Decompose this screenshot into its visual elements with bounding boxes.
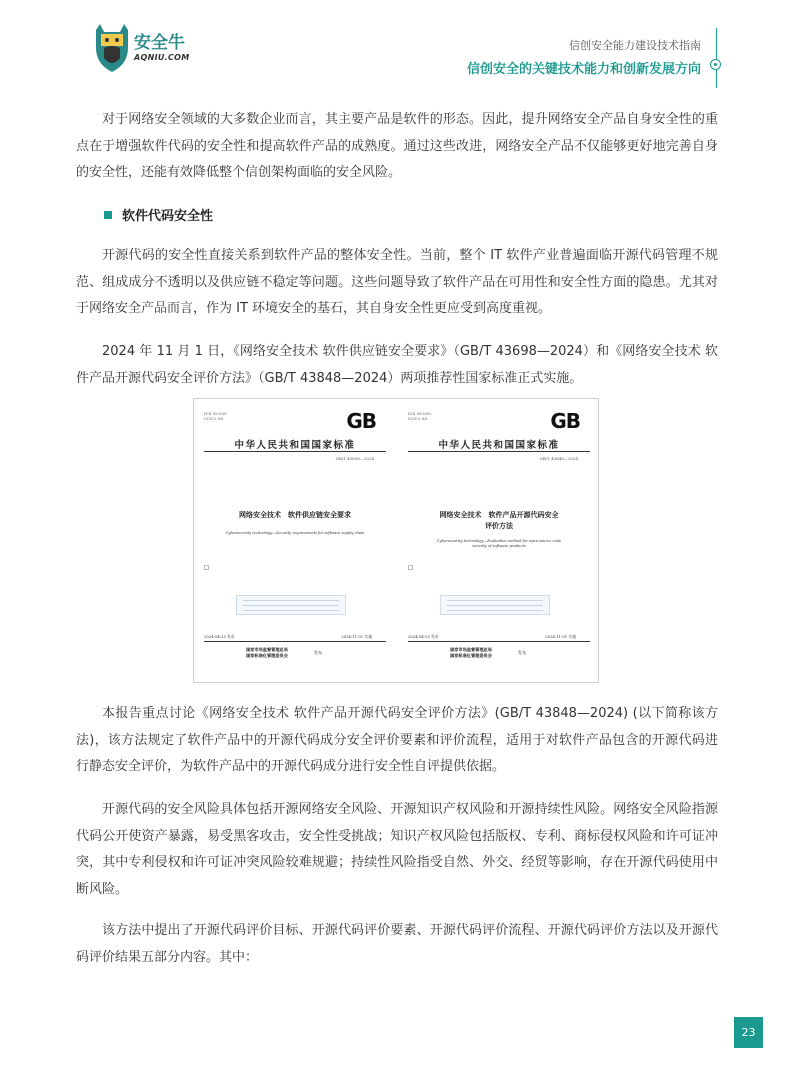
ics-code: ICS 35.030 CCS L 80 <box>204 411 227 421</box>
header-divider <box>716 28 717 88</box>
viking-helmet-shield-icon <box>92 22 132 74</box>
cover-rule-bottom <box>204 641 386 642</box>
watermark-stamp <box>236 595 346 615</box>
watermark-stamp <box>440 595 550 615</box>
cover-rule-bottom <box>408 641 590 642</box>
paragraph-risk-types: 开源代码的安全风险具体包括开源网络安全风险、开源知识产权风险和开源持续性风险。网络安全风险指源代码公开使资产暴露，易受黑客攻击，安全性受挑战；知识产权风险包括版权、专利、商标侵权风险和许可证冲突，其中专利侵权和许可证冲突风险较难规避；持续性风险指受自然、外交、经贸等影响，存在开源代码使用中断风险。 <box>76 802 718 897</box>
paragraph-standards-date: 2024 年 11 月 1 日，《网络安全技术 软件供应链安全要求》（GB/T 43698—2024）和《网络安全技术 软件产品开源代码安全评价方法》（GB/T 43848—2024）两项推荐性国家标准正式实施。 <box>76 344 718 386</box>
standard-number: GB/T 43698—2024 <box>335 456 374 461</box>
logo-subtext: AQNIU.COM <box>134 53 190 62</box>
standards-cover-figure <box>193 398 599 683</box>
issuer-tag: 发布 <box>518 650 526 655</box>
cover-mark <box>408 565 413 570</box>
issuer: 国家市场监督管理总局 国家标准化管理委员会 <box>450 647 492 658</box>
standard-cover-gbt-43848 <box>404 405 594 675</box>
header-dot-icon <box>710 59 721 70</box>
standard-number: GB/T 43848—2024 <box>539 456 578 461</box>
cover-rule <box>408 451 590 452</box>
paragraph-open-source-security: 开源代码的安全性直接关系到软件产品的整体安全性。当前，整个 IT 软件产业普遍面临开源代码管理不规范、组成成分不透明以及供应链不稳定等问题。这些问题导致了软件产品在可用性和安全性方面的隐患。尤其对于网络安全产品而言，作为 IT 环境安全的基石，其自身安全性更应受到高度重视。 <box>76 248 718 316</box>
country-standard-title: 中华人民共和国国家标准 <box>234 440 356 451</box>
square-bullet-icon <box>104 211 112 219</box>
gb-logo: GB <box>550 409 580 433</box>
cover-rule <box>204 451 386 452</box>
country-standard-title: 中华人民共和国国家标准 <box>438 440 560 451</box>
paragraph-method-content: 该方法中提出了开源代码评价目标、开源代码评价要素、开源代码评价流程、开源代码评价方法以及开源代码评价结果五部分内容。其中： <box>76 923 718 965</box>
intro-paragraph: 对于网络安全领域的大多数企业而言，其主要产品是软件的形态。因此，提升网络安全产品自身安全性的重点在于增强软件代码的安全性和提高软件产品的成熟度。通过这些改进，网络安全产品不仅能够更好地完善自身的安全性，还能有效降低整个信创架构面临的安全风险。 <box>76 112 718 180</box>
logo-text: 安全牛 <box>134 33 185 53</box>
gb-logo: GB <box>346 409 376 433</box>
standard-title-en: Cybersecurity technology—Evaluation method for open source code security of software products <box>436 539 562 548</box>
ics-code: ICS 35.030 CCS L 80 <box>408 411 431 421</box>
cover-mark <box>204 565 209 570</box>
page-number: 23 <box>734 1017 763 1048</box>
logo <box>92 22 212 74</box>
standard-cover-gbt-43698 <box>200 405 390 675</box>
cover-dates: 2024-04-25 发布 2024-11-01 实施 <box>408 634 576 639</box>
standard-title: 网络安全技术 软件产品开源代码安全 评价方法 <box>439 510 559 530</box>
section-heading-text: 软件代码安全性 <box>122 209 214 224</box>
cover-dates: 2024-04-25 发布 2024-11-01 实施 <box>204 634 372 639</box>
chapter-title: 信创安全的关键技术能力和创新发展方向 <box>466 62 701 77</box>
paragraph-method-scope: 本报告重点讨论《网络安全技术 软件产品开源代码安全评价方法》(GB/T 43848—2024) (以下简称该方法)，该方法规定了软件产品中的开源代码成分安全评价要素和评价流程，适用于对软件产品包含的开源代码进行静态安全评价，为软件产品中的开源代码成分进行安全性自评提供依据。 <box>76 706 718 774</box>
standard-title: 网络安全技术 软件供应链安全要求 <box>239 510 351 519</box>
issuer: 国家市场监督管理总局 国家标准化管理委员会 <box>246 647 288 658</box>
standard-title-en: Cybersecurity technology—Security requirements for software supply chain <box>225 531 365 535</box>
report-title: 信创安全能力建设技术指南 <box>569 39 701 52</box>
issuer-tag: 发布 <box>314 650 322 655</box>
section-heading <box>104 205 213 224</box>
